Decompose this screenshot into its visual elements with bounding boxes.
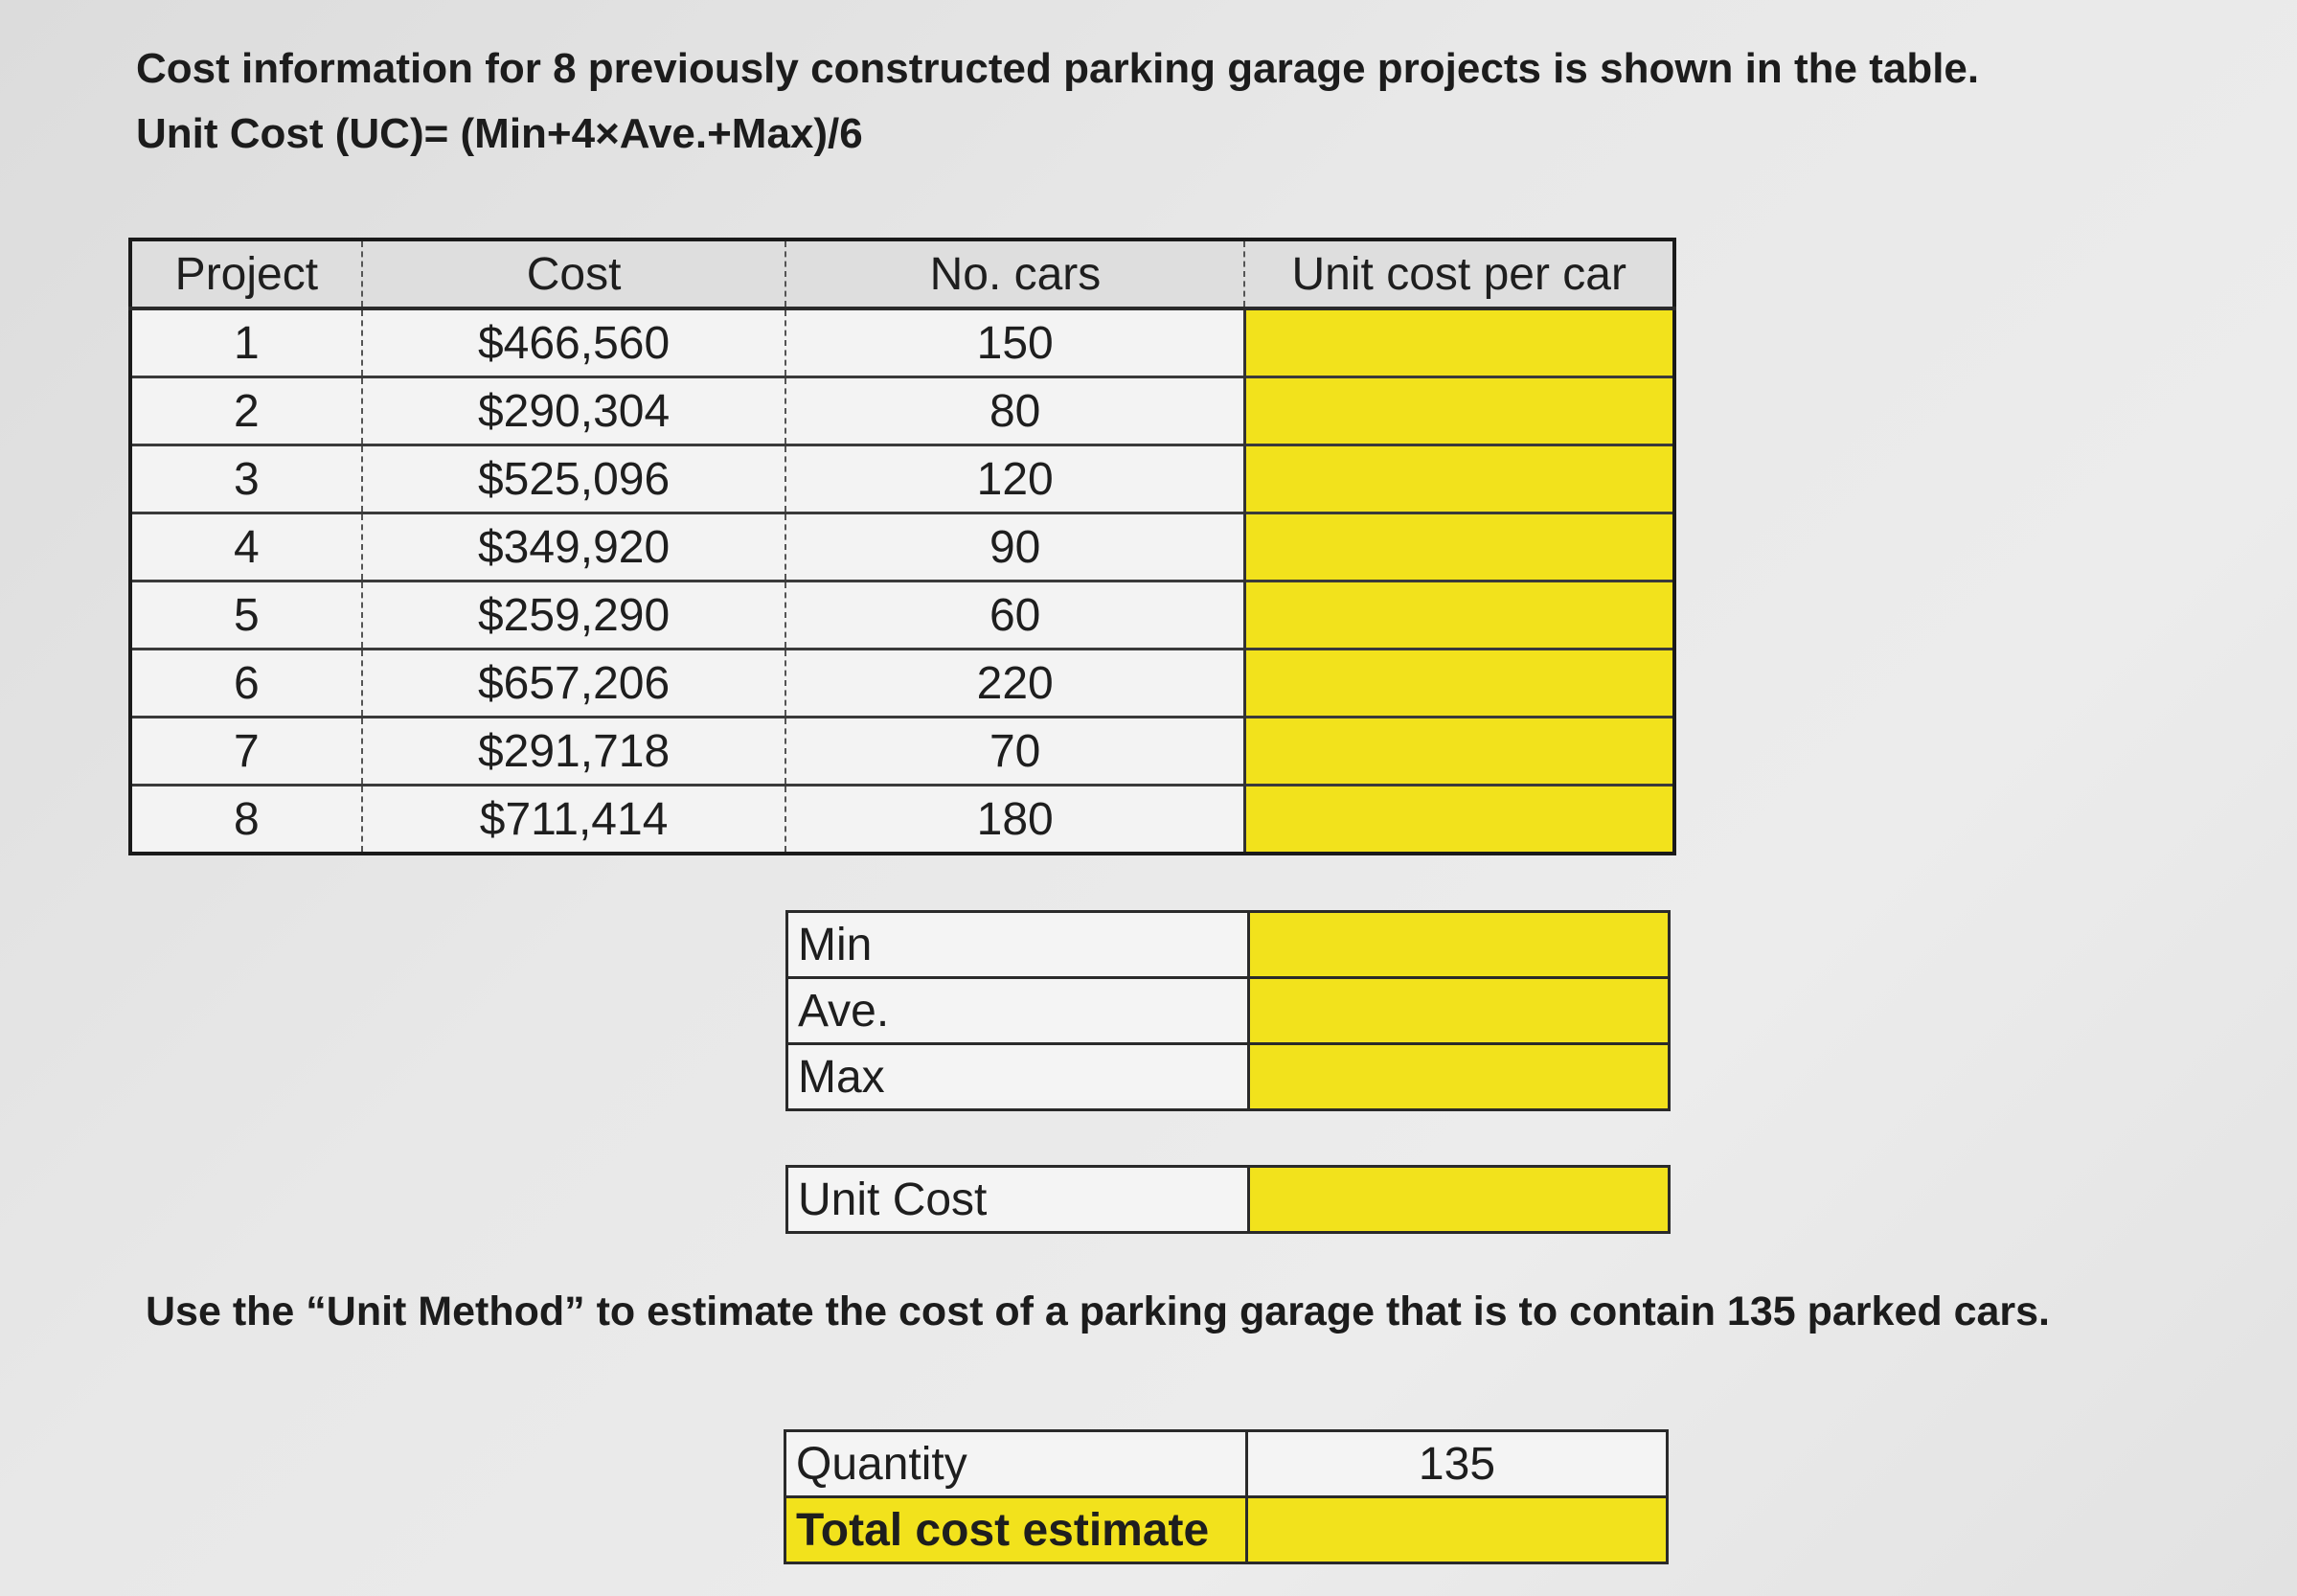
ave-label: Ave. [787,978,1249,1044]
project-cell: 8 [130,786,362,855]
cars-cell: 180 [785,786,1244,855]
unit-cost-input-cell[interactable] [1244,581,1674,650]
unit-cost-label: Unit Cost [787,1167,1249,1233]
cars-cell: 120 [785,445,1244,513]
cost-cell: $291,718 [362,718,786,786]
min-label: Min [787,912,1249,978]
projects-table [128,238,1676,855]
stats-table [785,910,1671,1111]
header-project: Project [130,239,362,308]
unit-cost-input-cell[interactable] [1248,1167,1669,1233]
cars-cell: 220 [785,650,1244,718]
table-row [130,513,1674,581]
table-row [130,445,1674,513]
cost-cell: $290,304 [362,377,786,445]
table-row [130,650,1674,718]
unit-cost-input-cell[interactable] [1244,308,1674,377]
max-label: Max [787,1044,1249,1110]
formula-line: Unit Cost (UC)= (Min+4×Ave.+Max)/6 [136,110,863,157]
table-header-row [130,239,1674,308]
quantity-value: 135 [1246,1431,1667,1497]
unit-cost-input-cell[interactable] [1244,377,1674,445]
stats-row-min [787,912,1670,978]
unit-cost-input-cell[interactable] [1244,650,1674,718]
max-input-cell[interactable] [1248,1044,1669,1110]
stats-row-ave [787,978,1670,1044]
total-cost-label: Total cost estimate [785,1497,1247,1563]
cost-cell: $466,560 [362,308,786,377]
unit-cost-input-cell[interactable] [1244,445,1674,513]
cost-cell: $259,290 [362,581,786,650]
min-input-cell[interactable] [1248,912,1669,978]
unit-cost-row [787,1167,1670,1233]
estimate-table [784,1429,1669,1564]
project-cell: 7 [130,718,362,786]
unit-cost-input-cell[interactable] [1244,718,1674,786]
total-row [785,1497,1668,1563]
project-cell: 6 [130,650,362,718]
unit-cost-input-cell[interactable] [1244,513,1674,581]
table-row [130,786,1674,855]
table-row [130,718,1674,786]
project-cell: 3 [130,445,362,513]
question-prompt: Use the “Unit Method” to estimate the cost of a parking garage that is to contain 135 parked cars. [146,1288,2050,1334]
quantity-label: Quantity [785,1431,1247,1497]
ave-input-cell[interactable] [1248,978,1669,1044]
problem-statement [136,36,1979,167]
title-line-1: Cost information for 8 previously constructed parking garage projects is shown in the table. [136,45,1980,92]
cost-cell: $711,414 [362,786,786,855]
cost-cell: $349,920 [362,513,786,581]
header-cost: Cost [362,239,786,308]
quantity-row [785,1431,1668,1497]
cars-cell: 70 [785,718,1244,786]
project-cell: 2 [130,377,362,445]
unit-cost-input-cell[interactable] [1244,786,1674,855]
table-row [130,377,1674,445]
table-row [130,308,1674,377]
stats-row-max [787,1044,1670,1110]
total-cost-input-cell[interactable] [1246,1497,1667,1563]
header-no-cars: No. cars [785,239,1244,308]
cars-cell: 150 [785,308,1244,377]
project-cell: 1 [130,308,362,377]
project-cell: 5 [130,581,362,650]
project-cell: 4 [130,513,362,581]
cars-cell: 90 [785,513,1244,581]
unit-cost-table [785,1165,1671,1234]
header-unit-cost-per-car: Unit cost per car [1244,239,1674,308]
cost-cell: $525,096 [362,445,786,513]
cars-cell: 80 [785,377,1244,445]
table-row [130,581,1674,650]
cost-cell: $657,206 [362,650,786,718]
cars-cell: 60 [785,581,1244,650]
